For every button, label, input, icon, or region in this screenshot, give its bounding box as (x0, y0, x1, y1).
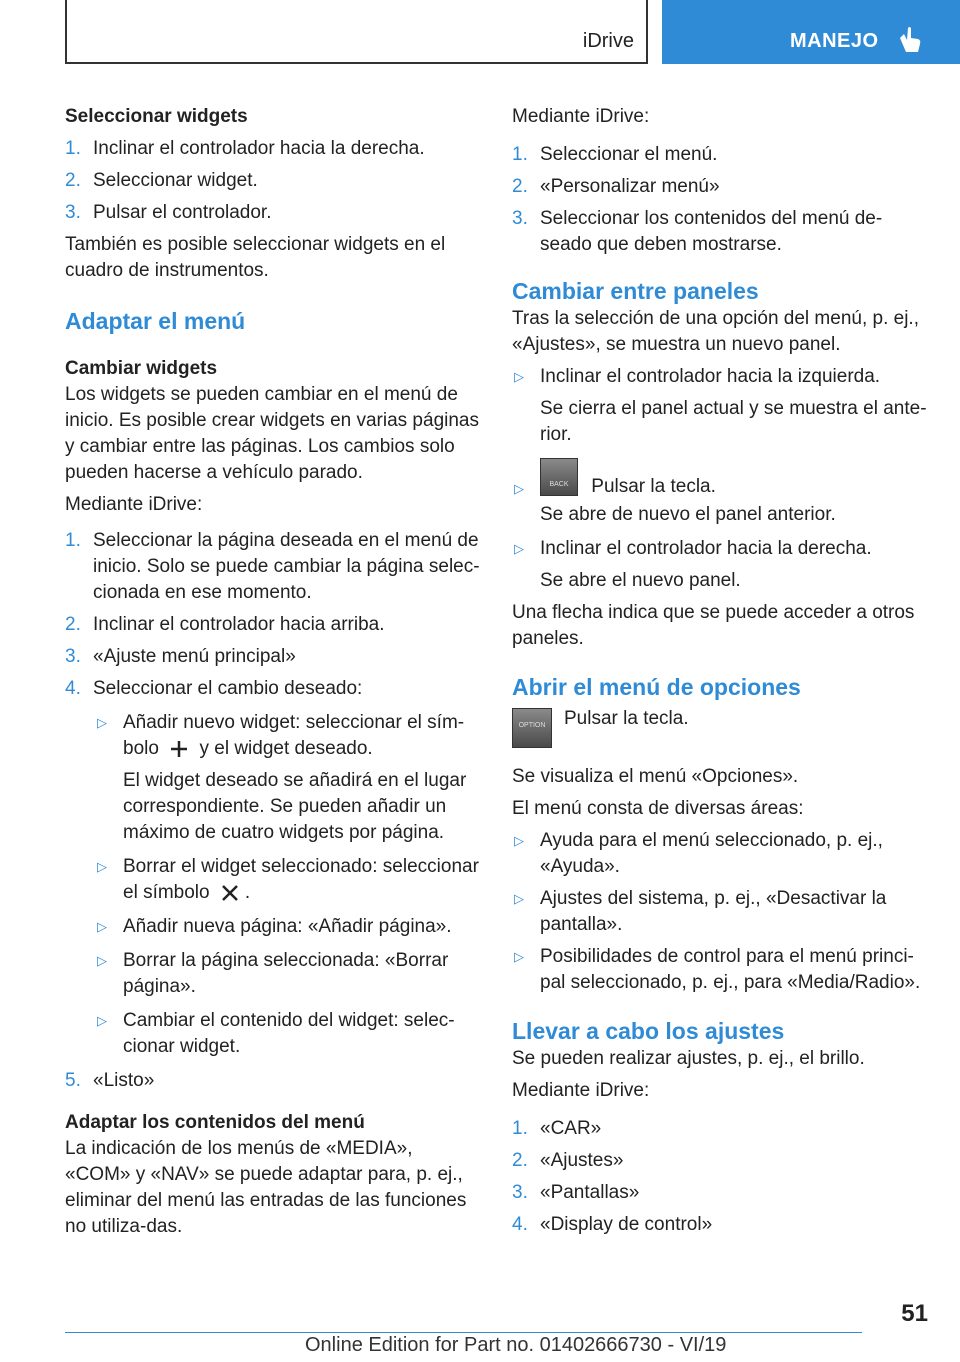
list-item: ▷ Añadir nueva página: «Añadir página». (97, 916, 452, 937)
list-item: 3. «Ajuste menú principal» (65, 646, 296, 667)
list-item-note: Se abre de nuevo el panel anterior. (540, 504, 836, 525)
list-item: 4. «Display de control» (512, 1214, 713, 1235)
paragraph: Los widgets se pueden cambiar en el menú de inicio. Es posible crear widgets en varias páginas y cambiar entre las páginas. Los cambios solo pueden hacerse a vehículo parado. (65, 384, 479, 483)
paragraph: Una flecha indica que se puede acceder a otros paneles. (512, 602, 915, 649)
heading-adaptar: Adaptar el menú (65, 308, 246, 334)
list-item: 3. Seleccionar los contenidos del menú de-seado que deben mostrarse. (512, 208, 883, 255)
list-item: 1. Inclinar el controlador hacia la derecha. (65, 138, 425, 159)
list-item-note: El widget deseado se añadirá en el lugar correspondiente. Se pueden añadir un máximo de cuatro widgets por página. (123, 770, 467, 843)
subheading-contenidos: Adaptar los contenidos del menú (65, 1112, 365, 1133)
steps-list (65, 136, 480, 226)
list-item: ▷ Añadir nuevo widget: seleccionar el sím-bolo y el widget deseado. (97, 712, 465, 759)
footer-edition: Online Edition for Part no. 01402666730 - VI/19 (305, 1334, 727, 1356)
page-number: 51 (901, 1300, 928, 1327)
bullet-list (512, 364, 930, 594)
list-item: ▷ Ayuda para el menú seleccionado, p. ej., «Ayuda». (514, 830, 883, 877)
list-item: 1. «CAR» (512, 1118, 602, 1139)
list-item: ▷ Borrar la página seleccionada: «Borrar página». (97, 950, 449, 997)
list-item: 3. «Pantallas» (512, 1182, 640, 1203)
left-column (65, 104, 480, 1240)
list-item: 2. «Ajustes» (512, 1150, 624, 1171)
paragraph: La indicación de los menús de «MEDIA», «COM» y «NAV» se puede adaptar para, p. ej., eliminar del menú las entradas de las funciones no utiliza-das. (65, 1138, 467, 1237)
option-key-icon: OPTION (512, 708, 552, 748)
paragraph: Mediante iDrive: (512, 106, 650, 127)
list-item: ▷ Cambiar el contenido del widget: selec-cionar widget. (97, 1010, 455, 1057)
hand-pointer-icon (894, 24, 924, 54)
header-chapter-tab (662, 0, 960, 64)
header-chapter: MANEJO (790, 30, 879, 52)
footer-divider (65, 1332, 862, 1333)
list-item: ▷ Borrar el widget seleccionado: seleccionar el símbolo . (97, 856, 479, 903)
heading-ajustes: Llevar a cabo los ajustes (512, 1018, 785, 1044)
paragraph: También es posible seleccionar widgets en el cuadro de instrumentos. (65, 234, 446, 281)
subheading-cambiar: Cambiar widgets (65, 358, 218, 379)
option-row: OPTION Pulsar la tecla. (512, 708, 930, 756)
list-item: 4. Seleccionar el cambio deseado: (65, 678, 363, 699)
right-column (512, 104, 930, 1238)
list-item: ▷ Posibilidades de control para el menú princi-pal seleccionado, p. ej., para «Media/Radio». (514, 946, 921, 993)
list-item: ▷ Ajustes del sistema, p. ej., «Desactivar la pantalla». (514, 888, 887, 935)
list-item-note: Se cierra el panel actual y se muestra el ante-rior. (540, 398, 927, 445)
list-item: 2. Inclinar el controlador hacia arriba. (65, 614, 385, 635)
steps-list (65, 528, 480, 1094)
list-item: 1. Seleccionar el menú. (512, 144, 718, 165)
back-key-icon: BACK (540, 458, 578, 496)
list-item: 2. Seleccionar widget. (65, 170, 258, 191)
paragraph: Tras la selección de una opción del menú, p. ej., «Ajustes», se muestra un nuevo panel. (512, 308, 919, 355)
list-item: 3. Pulsar el controlador. (65, 202, 272, 223)
close-icon (219, 884, 241, 902)
list-item: ▷ Inclinar el controlador hacia la derecha. (514, 538, 872, 559)
sub-list (65, 710, 480, 1060)
list-item: 5. «Listo» (65, 1070, 155, 1091)
paragraph: Se visualiza el menú «Opciones». (512, 766, 799, 787)
heading-paneles: Cambiar entre paneles (512, 278, 759, 304)
subheading-seleccionar: Seleccionar widgets (65, 106, 248, 127)
list-item: 2. «Personalizar menú» (512, 176, 720, 197)
list-item: ▷ Inclinar el controlador hacia la izquierda. (514, 366, 881, 387)
header-section: iDrive (582, 30, 634, 52)
plus-icon (168, 740, 190, 758)
paragraph: Mediante iDrive: (512, 1080, 650, 1101)
steps-list (512, 142, 930, 258)
heading-opciones: Abrir el menú de opciones (512, 674, 801, 700)
bullet-list (512, 828, 930, 996)
paragraph: El menú consta de diversas áreas: (512, 798, 804, 819)
paragraph: Se pueden realizar ajustes, p. ej., el brillo. (512, 1048, 865, 1069)
list-item: ▷ BACK Pulsar la tecla. (512, 458, 930, 496)
steps-list (512, 1116, 930, 1238)
list-item: 1. Seleccionar la página deseada en el menú de inicio. Solo se puede cambiar la página selec-cionada en ese momento. (65, 530, 480, 603)
header-section-box (65, 0, 648, 64)
paragraph: Mediante iDrive: (65, 494, 203, 515)
list-item-note: Se abre el nuevo panel. (540, 570, 741, 591)
